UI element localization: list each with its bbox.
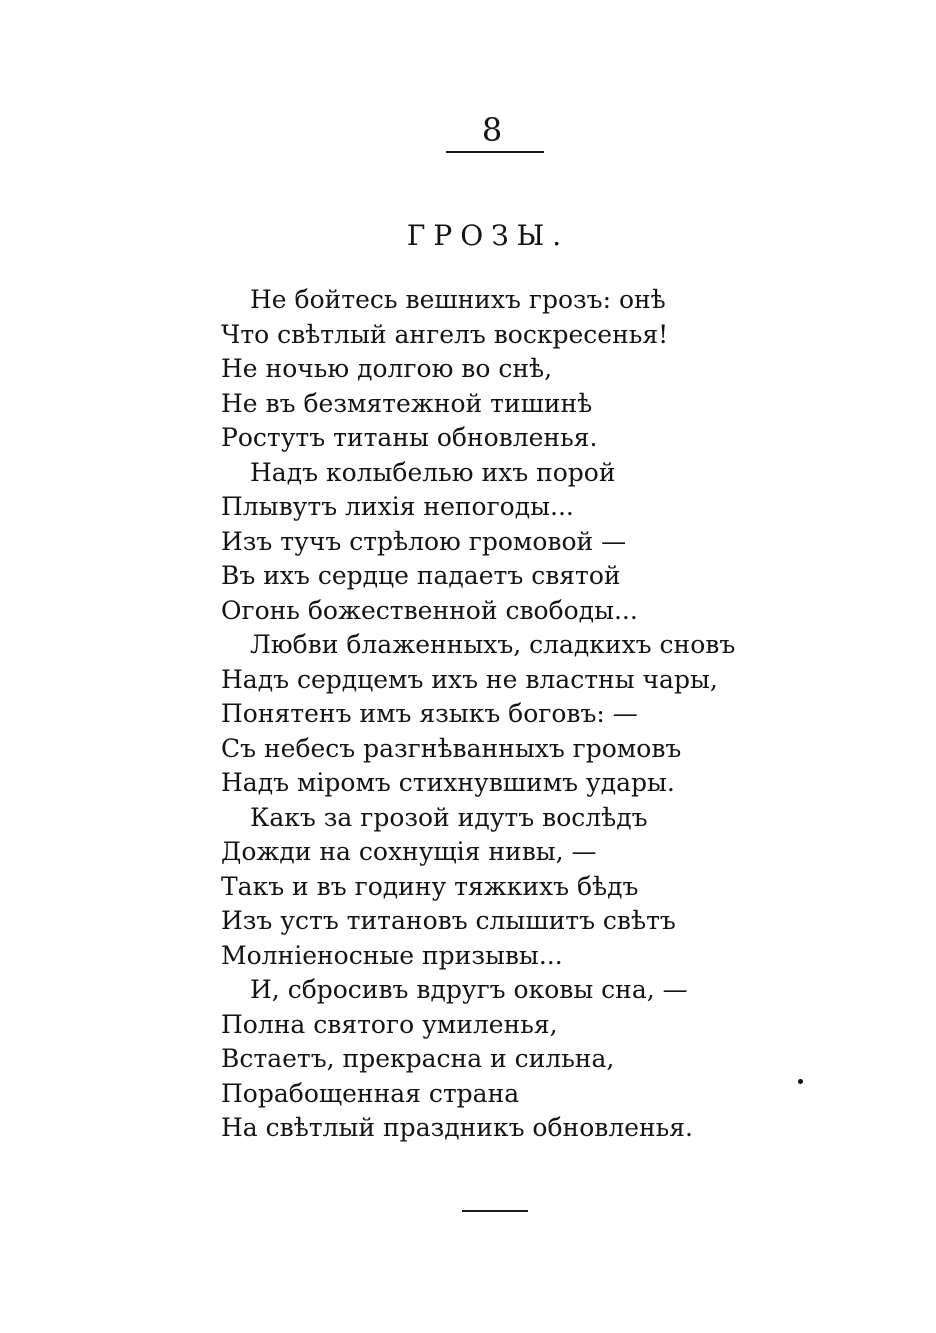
poem-line: Не въ безмятежной тишинѣ (221, 388, 593, 418)
stanza-1 (221, 283, 841, 456)
poem-line: Порабощенная страна (221, 1078, 520, 1108)
poem-line: Надъ сердцемъ ихъ не властны чары, (221, 664, 718, 694)
poem-line: Любви блаженныхъ, сладкихъ сновъ (250, 630, 736, 659)
bottom-rule (462, 1210, 528, 1212)
poem-line: Изъ тучъ стрѣлою громовой — (221, 526, 627, 556)
poem-line: Какъ за грозой идутъ вослѣдъ (250, 802, 648, 832)
poem-line: Въ ихъ сердце падаетъ святой (221, 561, 621, 590)
poem-line: Надъ колыбелью ихъ порой (250, 457, 616, 487)
poem-line: Дожди на сохнущія нивы, — (221, 837, 597, 866)
poem-line: Надъ міромъ стихнувшимъ удары. (221, 768, 675, 797)
poem-line: Что свѣтлый ангелъ воскресенья! (221, 319, 669, 349)
poem-line: Молніеносные призывы... (221, 940, 563, 970)
poem-line: Такъ и въ годину тяжкихъ бѣдъ (221, 871, 639, 901)
poem-body (221, 283, 841, 1146)
poem-line: И, сбросивъ вдругъ оковы сна, — (250, 975, 688, 1004)
poem-title: ГРОЗЫ. (406, 219, 570, 252)
poem-line: Плывутъ лихія непогоды... (221, 492, 574, 521)
poem-line: Съ небесъ разгнѣванныхъ громовъ (221, 733, 682, 763)
poem-line: Не ночью долгою во снѣ, (221, 354, 553, 383)
poem-line: Ростутъ титаны обновленья. (221, 423, 598, 452)
poem-line: Не бойтесь вешнихъ грозъ: онѣ (250, 285, 666, 314)
stanza-4 (221, 801, 841, 974)
stanza-2 (221, 456, 841, 629)
top-rule (446, 151, 544, 153)
poem-line: На свѣтлый праздникъ обновленья. (221, 1113, 693, 1142)
poem-line: Огонь божественной свободы... (221, 595, 638, 625)
poem-line: Понятенъ имъ языкъ боговъ: — (221, 699, 638, 728)
stanza-5 (221, 973, 841, 1146)
poem-line: Полна святого умиленья, (221, 1009, 558, 1039)
poem-line: Изъ устъ титановъ слышитъ свѣтъ (221, 906, 676, 935)
poem-line: Встаетъ, прекрасна и сильна, (221, 1044, 615, 1073)
ink-speck (798, 1079, 803, 1084)
page-number: 8 (481, 111, 503, 149)
stanza-3 (221, 628, 841, 801)
